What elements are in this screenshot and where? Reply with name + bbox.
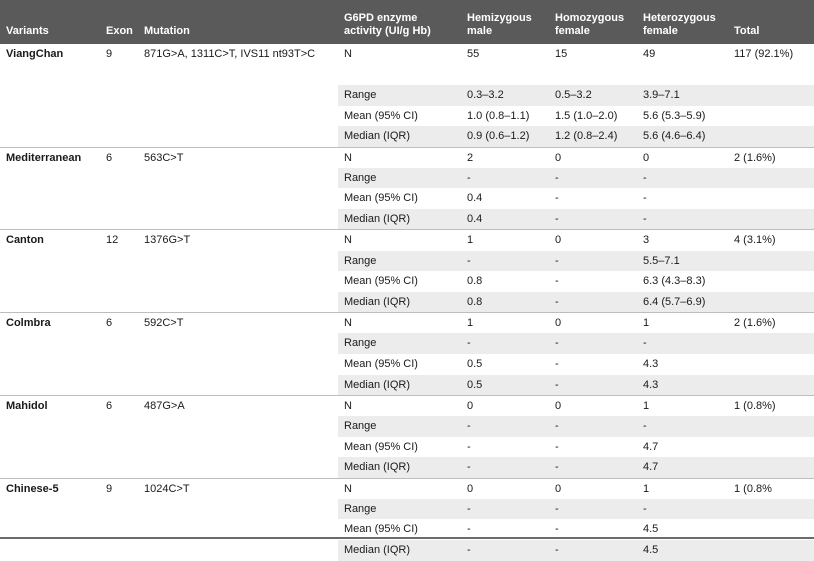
- stat-label-cell: Median (IQR): [344, 378, 411, 391]
- stat-label-cell: Mean (95% CI): [344, 109, 418, 122]
- stat-label-cell: Range: [344, 89, 377, 101]
- heterozygous-female-cell: -: [643, 337, 647, 350]
- total-cell: [728, 188, 814, 209]
- heterozygous-female-cell: 1: [637, 313, 728, 334]
- total-cell: [728, 333, 814, 354]
- exon-cell: [100, 333, 138, 354]
- hemizygous-male-cell: -: [467, 171, 471, 184]
- total-cell: [728, 271, 814, 292]
- homozygous-female-cell: 0: [549, 147, 637, 168]
- total-cell: [728, 354, 814, 375]
- stat-label-cell: N: [338, 147, 461, 168]
- hemizygous-male-cell: -: [467, 337, 471, 350]
- variant-name-cell: [0, 375, 100, 396]
- exon-cell: [100, 375, 138, 396]
- stat-label-cell: Mean (95% CI): [344, 440, 418, 453]
- mutation-cell: [138, 375, 338, 396]
- stat-label-cell: N: [338, 395, 461, 416]
- header-homozygous-female: Homozygous female: [555, 12, 625, 37]
- heterozygous-female-cell: -: [643, 192, 647, 205]
- hemizygous-male-cell: 55: [467, 48, 480, 60]
- variant-name-cell: [0, 209, 100, 230]
- hemizygous-male-cell: 0.4: [467, 192, 483, 205]
- homozygous-female-cell: 1.5 (1.0–2.0): [555, 109, 618, 122]
- hemizygous-male-cell: 0.8: [467, 275, 483, 288]
- mutation-cell: 592C>T: [138, 313, 338, 334]
- mutation-cell: [138, 271, 338, 292]
- hemizygous-male-cell: -: [467, 544, 471, 557]
- stat-label-cell: Median (IQR): [344, 130, 411, 143]
- table-row: [0, 271, 814, 292]
- header-hemizygous-male: Hemizygous male: [467, 12, 532, 37]
- hemizygous-male-cell: 1.0 (0.8–1.1): [467, 109, 530, 122]
- total-cell: [728, 499, 814, 520]
- variant-name-cell: [0, 416, 100, 437]
- mutation-cell: [138, 540, 338, 561]
- heterozygous-female-cell: 3.9–7.1: [643, 89, 680, 101]
- heterozygous-female-cell: 4.7: [643, 461, 659, 474]
- heterozygous-female-cell: 6.4 (5.7–6.9): [643, 295, 706, 308]
- exon-cell: [100, 457, 138, 478]
- total-cell: [728, 437, 814, 458]
- hemizygous-male-cell: 0: [461, 478, 549, 499]
- mutation-cell: [138, 354, 338, 375]
- homozygous-female-cell: 0: [549, 395, 637, 416]
- table-row: [0, 437, 814, 458]
- mutation-cell: [138, 292, 338, 313]
- mutation-cell: [138, 416, 338, 437]
- stat-label-cell: Mean (95% CI): [344, 275, 418, 288]
- stat-label-cell: Median (IQR): [344, 461, 411, 474]
- total-cell: 2 (1.6%): [728, 147, 814, 168]
- variant-name-cell: [0, 333, 100, 354]
- table-row: [0, 333, 814, 354]
- total-cell: [728, 85, 814, 106]
- stat-label-cell: Range: [344, 337, 377, 350]
- variant-name-cell: [0, 457, 100, 478]
- variant-name-cell: [0, 188, 100, 209]
- exon-cell: 6: [100, 395, 138, 416]
- total-cell: [728, 168, 814, 189]
- heterozygous-female-cell: 4.3: [643, 357, 659, 370]
- homozygous-female-cell: -: [555, 357, 559, 370]
- hemizygous-male-cell: 0.4: [467, 213, 483, 226]
- heterozygous-female-cell: -: [643, 171, 647, 184]
- mutation-cell: [138, 457, 338, 478]
- heterozygous-female-cell: 3: [637, 230, 728, 251]
- variant-name-cell: [0, 251, 100, 272]
- total-cell: [728, 540, 814, 561]
- table-row: [0, 499, 814, 520]
- hemizygous-male-cell: 0.9 (0.6–1.2): [467, 130, 530, 143]
- table-row: [0, 85, 814, 106]
- variant-name-cell: Colmbra: [0, 313, 100, 334]
- heterozygous-female-cell: -: [643, 213, 647, 226]
- variant-name-cell: [0, 354, 100, 375]
- mutation-cell: 563C>T: [138, 147, 338, 168]
- variant-name-cell: Chinese-5: [0, 478, 100, 499]
- table-row: [0, 354, 814, 375]
- exon-cell: [100, 85, 138, 106]
- homozygous-female-cell: -: [555, 440, 559, 453]
- homozygous-female-cell: -: [555, 420, 559, 432]
- mutation-cell: 487G>A: [138, 395, 338, 416]
- header-heterozygous-female: Heterozygous female: [643, 12, 716, 37]
- hemizygous-male-cell: -: [467, 461, 471, 474]
- stat-label-cell: Range: [344, 171, 377, 184]
- header-enzyme-activity: G6PD enzyme activity (UI/g Hb): [344, 12, 431, 37]
- homozygous-female-cell: 0: [549, 230, 637, 251]
- heterozygous-female-cell: 6.3 (4.3–8.3): [643, 275, 706, 288]
- table-row: [0, 416, 814, 437]
- header-mutation: Mutation: [144, 25, 190, 37]
- exon-cell: [100, 209, 138, 230]
- exon-cell: [100, 540, 138, 561]
- stat-label-cell: Mean (95% CI): [344, 357, 418, 370]
- stat-label-cell: Range: [344, 254, 377, 267]
- total-cell: [728, 106, 814, 127]
- mutation-cell: 1376G>T: [138, 230, 338, 251]
- exon-cell: [100, 126, 138, 147]
- exon-cell: [100, 188, 138, 209]
- stat-label-cell: Median (IQR): [344, 295, 411, 308]
- variant-name-cell: [0, 540, 100, 561]
- variant-name-cell: [0, 106, 100, 127]
- total-cell: 117 (92.1%): [734, 48, 794, 60]
- exon-cell: [100, 437, 138, 458]
- exon-cell: 12: [100, 230, 138, 251]
- heterozygous-female-cell: 4.5: [643, 523, 659, 536]
- total-cell: [728, 457, 814, 478]
- variant-name-cell: [0, 499, 100, 520]
- exon-cell: [100, 106, 138, 127]
- table-row: [0, 395, 814, 416]
- homozygous-female-cell: -: [555, 502, 559, 515]
- homozygous-female-cell: 15: [555, 48, 568, 60]
- table-row: [0, 230, 814, 251]
- total-cell: 1 (0.8%: [728, 478, 814, 499]
- homozygous-female-cell: 1.2 (0.8–2.4): [555, 130, 618, 143]
- homozygous-female-cell: -: [555, 213, 559, 226]
- heterozygous-female-cell: 4.7: [643, 440, 659, 453]
- heterozygous-female-cell: 4.3: [643, 378, 659, 391]
- mutation-cell: [138, 85, 338, 106]
- homozygous-female-cell: 0: [549, 478, 637, 499]
- exon-cell: 6: [100, 147, 138, 168]
- heterozygous-female-cell: -: [643, 502, 647, 515]
- table-row: [0, 457, 814, 478]
- table-row: [0, 313, 814, 334]
- stat-label-cell: N: [338, 230, 461, 251]
- variant-name-cell: ViangChan: [6, 48, 64, 60]
- total-cell: [728, 126, 814, 147]
- hemizygous-male-cell: -: [467, 502, 471, 515]
- hemizygous-male-cell: 0.3–3.2: [467, 89, 504, 101]
- table-row: [0, 209, 814, 230]
- stat-label-cell: N: [344, 48, 352, 60]
- homozygous-female-cell: -: [555, 254, 559, 267]
- hemizygous-male-cell: 0.5: [467, 357, 483, 370]
- mutation-cell: 871G>A, 1311C>T, IVS11 nt93T>C: [144, 48, 316, 60]
- variant-name-cell: Mediterranean: [0, 147, 100, 168]
- table-row: [0, 147, 814, 168]
- homozygous-female-cell: -: [555, 461, 559, 474]
- homozygous-female-cell: -: [555, 275, 559, 288]
- mutation-cell: [138, 499, 338, 520]
- heterozygous-female-cell: 5.5–7.1: [643, 254, 680, 267]
- total-cell: 4 (3.1%): [728, 230, 814, 251]
- mutation-cell: [138, 168, 338, 189]
- total-cell: 2 (1.6%): [728, 313, 814, 334]
- hemizygous-male-cell: 1: [461, 230, 549, 251]
- exon-cell: [100, 271, 138, 292]
- exon-cell: [100, 168, 138, 189]
- homozygous-female-cell: -: [555, 337, 559, 350]
- total-cell: [728, 292, 814, 313]
- stat-label-cell: N: [338, 313, 461, 334]
- exon-cell: [100, 354, 138, 375]
- exon-cell: [100, 292, 138, 313]
- mutation-cell: [138, 251, 338, 272]
- stat-label-cell: Mean (95% CI): [344, 523, 418, 536]
- hemizygous-male-cell: 0.5: [467, 378, 483, 391]
- stat-label-cell: Range: [344, 420, 377, 432]
- variant-name-cell: [0, 126, 100, 147]
- hemizygous-male-cell: 1: [461, 313, 549, 334]
- total-cell: [728, 251, 814, 272]
- mutation-cell: [138, 106, 338, 127]
- table-row: [0, 375, 814, 396]
- homozygous-female-cell: -: [555, 192, 559, 205]
- heterozygous-female-cell: 1: [637, 478, 728, 499]
- table-row: [0, 540, 814, 561]
- mutation-cell: [138, 209, 338, 230]
- header-total: Total: [734, 25, 760, 37]
- header-exon: Exon: [106, 25, 133, 37]
- table-row: [0, 188, 814, 209]
- heterozygous-female-cell: 49: [643, 48, 656, 60]
- stat-label-cell: Median (IQR): [344, 213, 411, 226]
- stat-label-cell: Range: [344, 502, 377, 515]
- exon-cell: 9: [106, 48, 113, 60]
- mutation-cell: [138, 333, 338, 354]
- total-cell: [728, 375, 814, 396]
- heterozygous-female-cell: 0: [637, 147, 728, 168]
- table-row: [0, 478, 814, 499]
- table-bottom-rule: [0, 537, 814, 539]
- homozygous-female-cell: 0.5–3.2: [555, 89, 592, 101]
- mutation-cell: [138, 437, 338, 458]
- variant-name-cell: Mahidol: [0, 395, 100, 416]
- hemizygous-male-cell: -: [467, 420, 471, 432]
- hemizygous-male-cell: -: [467, 523, 471, 536]
- header-row: [0, 0, 814, 44]
- hemizygous-male-cell: 2: [461, 147, 549, 168]
- heterozygous-female-cell: 1: [637, 395, 728, 416]
- heterozygous-female-cell: 5.6 (5.3–5.9): [643, 109, 706, 122]
- heterozygous-female-cell: 4.5: [643, 544, 659, 557]
- stat-label-cell: Mean (95% CI): [344, 192, 418, 205]
- total-cell: [728, 416, 814, 437]
- total-cell: 1 (0.8%): [728, 395, 814, 416]
- mutation-cell: [138, 188, 338, 209]
- stat-label-cell: N: [338, 478, 461, 499]
- variant-name-cell: [0, 85, 100, 106]
- variant-name-cell: [0, 271, 100, 292]
- table-row: [0, 126, 814, 147]
- exon-cell: 6: [100, 313, 138, 334]
- variant-name-cell: Canton: [0, 230, 100, 251]
- table-row: [0, 168, 814, 189]
- homozygous-female-cell: -: [555, 523, 559, 536]
- table-row: [0, 251, 814, 272]
- exon-cell: [100, 416, 138, 437]
- variant-name-cell: [0, 437, 100, 458]
- mutation-cell: [138, 126, 338, 147]
- header-variants: Variants: [6, 25, 49, 37]
- homozygous-female-cell: -: [555, 544, 559, 557]
- exon-cell: [100, 251, 138, 272]
- mutation-cell: 1024C>T: [138, 478, 338, 499]
- variant-name-cell: [0, 292, 100, 313]
- exon-cell: 9: [100, 478, 138, 499]
- homozygous-female-cell: 0: [549, 313, 637, 334]
- table-row: [0, 292, 814, 313]
- variant-name-cell: [0, 168, 100, 189]
- homozygous-female-cell: -: [555, 171, 559, 184]
- homozygous-female-cell: -: [555, 378, 559, 391]
- table-row: [0, 106, 814, 127]
- hemizygous-male-cell: -: [467, 440, 471, 453]
- table-row: [0, 44, 814, 85]
- stat-label-cell: Median (IQR): [344, 544, 411, 557]
- homozygous-female-cell: -: [555, 295, 559, 308]
- hemizygous-male-cell: 0: [461, 395, 549, 416]
- heterozygous-female-cell: 5.6 (4.6–6.4): [643, 130, 706, 143]
- hemizygous-male-cell: -: [467, 254, 471, 267]
- total-cell: [728, 209, 814, 230]
- hemizygous-male-cell: 0.8: [467, 295, 483, 308]
- heterozygous-female-cell: -: [643, 420, 647, 432]
- exon-cell: [100, 499, 138, 520]
